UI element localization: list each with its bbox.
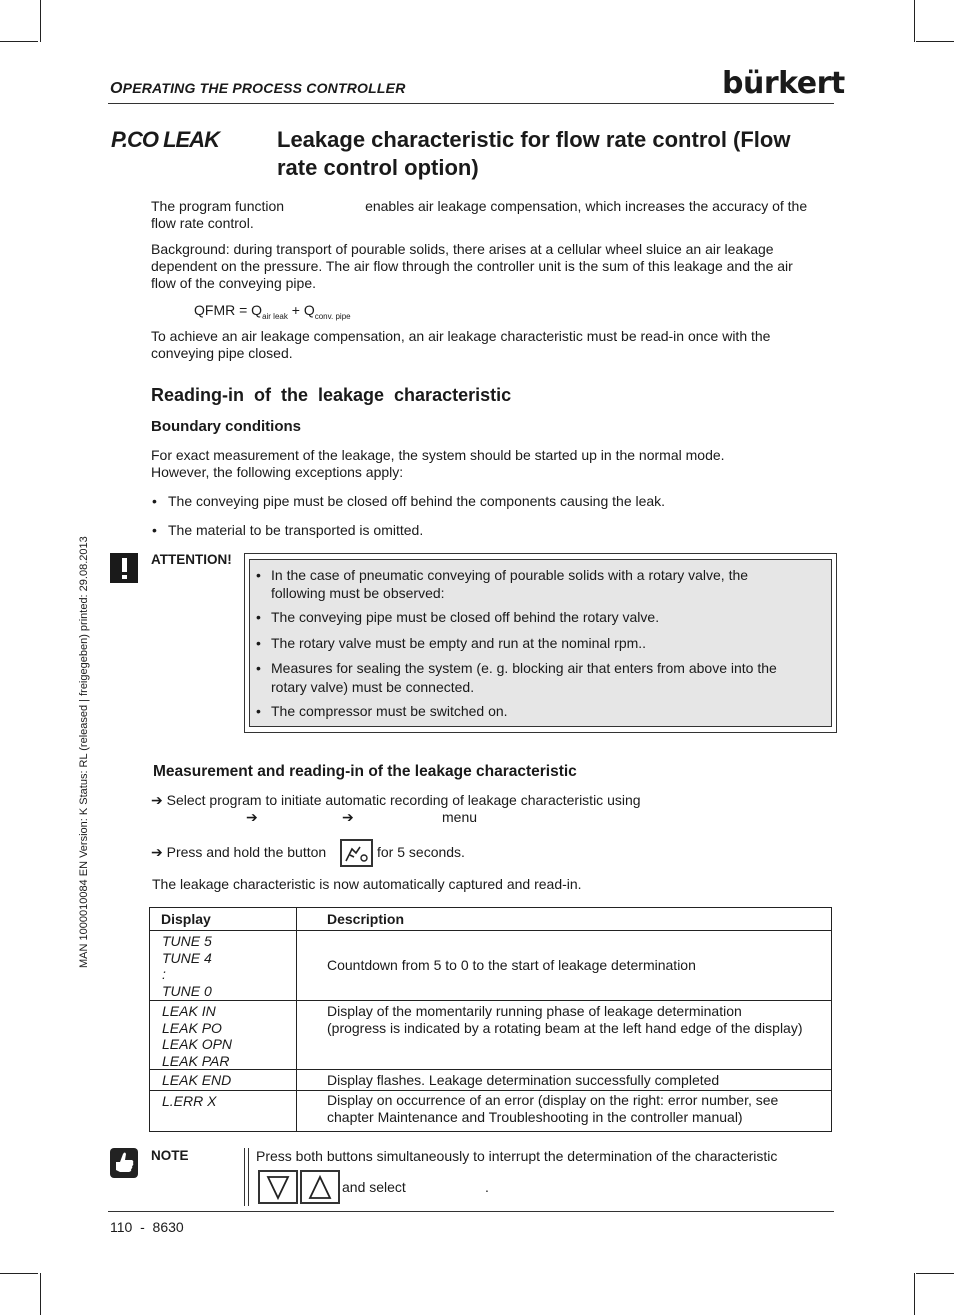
note-rule xyxy=(248,1148,249,1206)
list-item: • The conveying pipe must be closed off behind the components causing the leak. xyxy=(152,493,666,509)
footer-rule xyxy=(108,1211,834,1212)
formula: QFMR = $Q_{air leak} + Q_{conv. pipe}$ xyxy=(194,302,351,321)
instruction-step-1: ➔ Select program to initiate automatic recording of leakage characteristic using xyxy=(151,792,641,808)
note-rule xyxy=(244,1148,245,1206)
menu-path-arrow: ➔ xyxy=(342,809,354,825)
description-cell: Display on occurrence of an error (display on the right: error number, see chapter Maintenance and Troubleshooting in the controller manual) xyxy=(297,1091,832,1132)
section-heading: Reading-in of the leakage characteristic xyxy=(151,385,512,405)
attention-label: ATTENTION! xyxy=(151,552,232,567)
crop-mark xyxy=(0,1273,38,1274)
up-arrow-button xyxy=(300,1170,340,1204)
menu-label: menu xyxy=(442,809,478,825)
table-row xyxy=(150,931,832,1001)
hand-key-button xyxy=(340,839,373,867)
display-cell: LEAK IN LEAK PO LEAK OPN LEAK PAR xyxy=(150,1001,297,1070)
intro-paragraph-3: To achieve an air leakage compensation, an air leakage characteristic must be read-in once with the conveying pipe closed. xyxy=(151,328,771,361)
crop-mark xyxy=(914,0,915,42)
intro-paragraph-1: The program function enables air leakage compensation, which increases the accuracy of the flow rate control. xyxy=(151,198,808,231)
attention-box xyxy=(244,553,837,733)
table-row xyxy=(150,1091,832,1132)
display-table xyxy=(149,907,832,1132)
table-header-row xyxy=(150,908,832,931)
table-header: Description xyxy=(297,908,832,931)
result-paragraph: The leakage characteristic is now automatically captured and read-in. xyxy=(152,876,582,892)
crop-mark xyxy=(40,1273,41,1315)
down-arrow-button xyxy=(258,1170,298,1204)
display-cell: L.ERR X xyxy=(150,1091,297,1132)
intro-paragraph-2: Background: during transport of pourable solids, there arises at a cellular wheel sluice an air leakage dependent on the pressure. The air flow through the controller unit is the sum of this leakage and the air flow of the conveying pipe. xyxy=(151,241,793,291)
crop-mark xyxy=(916,41,954,42)
boundary-paragraph: For exact measurement of the leakage, the system should be started up in the normal mode. However, the following exceptions apply: xyxy=(151,447,725,480)
section-title: OPERATING THE PROCESS CONTROLLER xyxy=(110,80,406,97)
list-item: • The compressor must be switched on. xyxy=(256,703,508,719)
note-text: Press both buttons simultaneously to interrupt the determination of the characteristic xyxy=(256,1148,778,1164)
list-item: • In the case of pneumatic conveying of pourable solids with a rotary valve, the following must be observed: xyxy=(256,567,749,601)
exclamation-icon xyxy=(110,553,138,583)
note-label: NOTE xyxy=(151,1148,189,1163)
list-item: • The rotary valve must be empty and run at the nominal rpm.. xyxy=(256,635,647,651)
function-code: P.CO LEAK xyxy=(111,127,219,152)
list-item: • The conveying pipe must be closed off behind the rotary valve. xyxy=(256,609,660,625)
subsection-heading: Boundary conditions xyxy=(151,418,301,435)
thumbs-up-icon xyxy=(110,1148,138,1178)
instruction-step-2-end: for 5 seconds. xyxy=(377,844,465,860)
instruction-step-2: ➔ Press and hold the button xyxy=(151,844,327,860)
crop-mark xyxy=(0,41,38,42)
list-item: • Measures for sealing the system (e. g. blocking air that enters from above into the rotary valve) must be connected. xyxy=(256,660,777,695)
display-cell: LEAK END xyxy=(150,1070,297,1091)
table-row xyxy=(150,1070,832,1091)
table-row xyxy=(150,1001,832,1070)
table-header: Display xyxy=(150,908,297,931)
hand-icon xyxy=(342,841,371,865)
description-cell: Countdown from 5 to 0 to the start of leakage determination xyxy=(297,931,832,1001)
description-cell: Display of the momentarily running phase of leakage determination (progress is indicated by a rotating beam at the left hand edge of the display) xyxy=(297,1001,832,1070)
note-text: and select xyxy=(342,1179,406,1195)
up-arrow-icon xyxy=(302,1172,338,1202)
crop-mark xyxy=(916,1273,954,1274)
document-status-text: MAN 1000010084 EN Version: K Status: RL (released | freigegeben) printed: 29.08.2013 xyxy=(78,536,90,968)
burkert-logo: bürkert xyxy=(722,66,845,101)
list-item: • The material to be transported is omitted. xyxy=(152,522,424,538)
subsection-heading: Measurement and reading-in of the leakage characteristic xyxy=(153,763,577,780)
attention-panel xyxy=(249,559,832,727)
crop-mark xyxy=(914,1273,915,1315)
header-rule xyxy=(108,103,834,104)
note-text: . xyxy=(485,1179,489,1195)
description-cell: Display flashes. Leakage determination successfully completed xyxy=(297,1070,832,1091)
down-arrow-icon xyxy=(260,1172,296,1202)
page-number: 110 - 8630 xyxy=(110,1219,184,1235)
display-cell: TUNE 5 TUNE 4 : TUNE 0 xyxy=(150,931,297,1001)
crop-mark xyxy=(40,0,41,42)
page-title: Leakage characteristic for flow rate control (Flow rate control option) xyxy=(277,127,791,180)
menu-path-arrow: ➔ xyxy=(246,809,258,825)
